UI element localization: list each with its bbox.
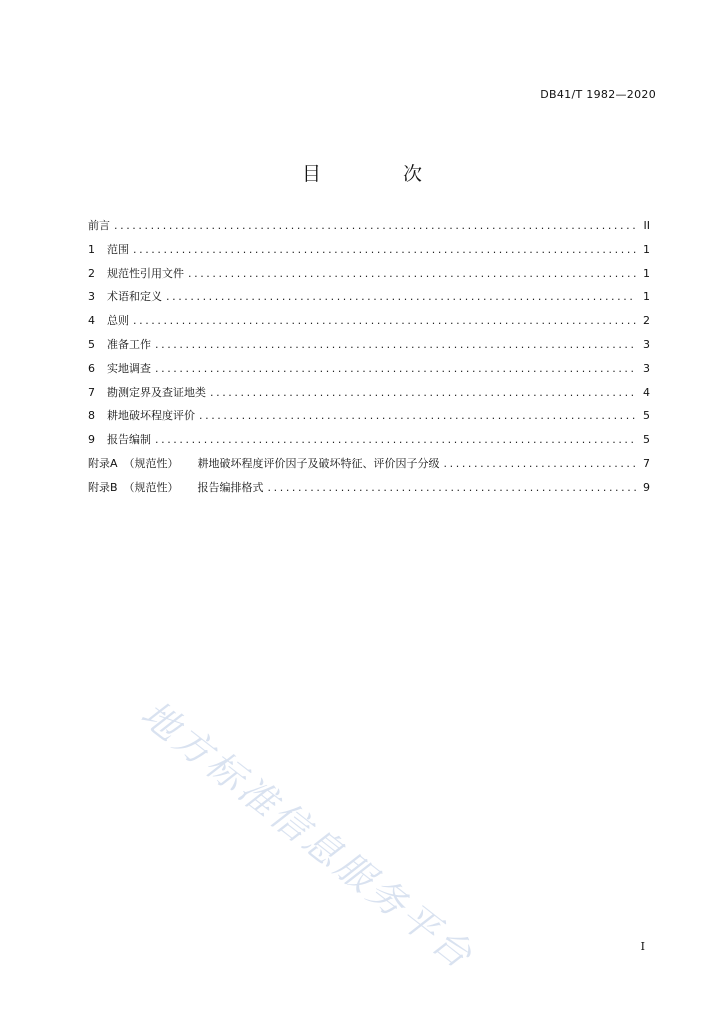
toc-leader-dots [133,309,636,333]
toc-entry-number: 3 [88,290,95,304]
toc-leader-dots [268,476,636,500]
toc-leader-dots [166,285,636,309]
toc-entry-label: 规范性引用文件 [107,266,184,280]
toc-entry-number: 7 [88,385,95,399]
toc-leader-dots [210,381,636,405]
toc-entry-page: II [643,219,650,232]
toc-entry-8[interactable] [88,404,650,428]
toc-entry-number: 1 [88,242,95,256]
toc-entry-1[interactable] [88,238,650,262]
toc-entry-page: 2 [643,314,650,328]
toc-entry-label: 报告编排格式 [197,480,264,494]
toc-entry-9[interactable] [88,428,650,452]
toc-leader-dots [133,238,636,262]
page-number: I [640,940,645,953]
toc-entry-label: 术语和定义 [107,290,162,304]
toc-entry-page: 1 [643,266,650,280]
toc-entry-6[interactable] [88,357,650,381]
toc-leader-dots [188,262,636,286]
toc-leader-dots [155,357,636,381]
toc-entry-number: 4 [88,314,95,328]
toc-entry-page: 3 [643,337,650,351]
appendix-kind: （规范性） [123,480,179,494]
appendix-prefix [88,452,179,476]
toc-entry-number: 6 [88,361,95,375]
toc-entry-label: 耕地破坏程度评价因子及破坏特征、评价因子分级 [197,456,440,470]
toc-entry-label: 报告编制 [107,433,151,447]
toc-entry-page: 4 [643,385,650,399]
toc-entry-label: 勘测定界及查证地类 [107,385,206,399]
toc-entry-appendix-b[interactable] [88,476,650,500]
toc-entry-page: 5 [643,433,650,447]
toc-entry-label: 实地调查 [107,361,151,375]
toc-entry-page: 9 [643,480,650,494]
toc-entry-number: 9 [88,433,95,447]
toc-entry-foreword[interactable] [88,214,650,238]
toc-leader-dots [114,214,636,238]
toc-entry-label: 耕地破坏程度评价 [107,409,195,423]
toc-entry-number: 5 [88,337,95,351]
toc-entry-page: 1 [643,242,650,256]
appendix-name: 附录B [88,480,118,494]
toc-entry-2[interactable] [88,262,650,286]
appendix-name: 附录A [88,456,118,470]
toc-entry-page: 3 [643,361,650,375]
toc-entry-5[interactable] [88,333,650,357]
toc-entry-page: 5 [643,409,650,423]
document-code: DB41/T 1982—2020 [540,88,656,101]
appendix-prefix [88,476,179,500]
page-title: 目 次 [301,163,461,185]
toc-entry-3[interactable] [88,285,650,309]
toc-entry-page: 7 [643,456,650,470]
toc-entry-appendix-a[interactable] [88,452,650,476]
toc-entry-7[interactable] [88,381,650,405]
toc-entry-label: 准备工作 [107,337,151,351]
toc-entry-page: 1 [643,290,650,304]
toc-entry-label: 前言 [88,219,110,232]
toc-entry-label: 范围 [107,242,129,256]
watermark-text: 地方标准信息服务平台 [132,692,483,979]
appendix-kind: （规范性） [123,456,179,470]
toc-leader-dots [155,333,636,357]
toc-leader-dots [199,404,636,428]
toc-entry-number: 2 [88,266,95,280]
toc-entry-4[interactable] [88,309,650,333]
toc-leader-dots [444,452,636,476]
table-of-contents [88,214,650,500]
toc-leader-dots [155,428,636,452]
toc-entry-number: 8 [88,409,95,423]
toc-entry-label: 总则 [107,314,129,328]
